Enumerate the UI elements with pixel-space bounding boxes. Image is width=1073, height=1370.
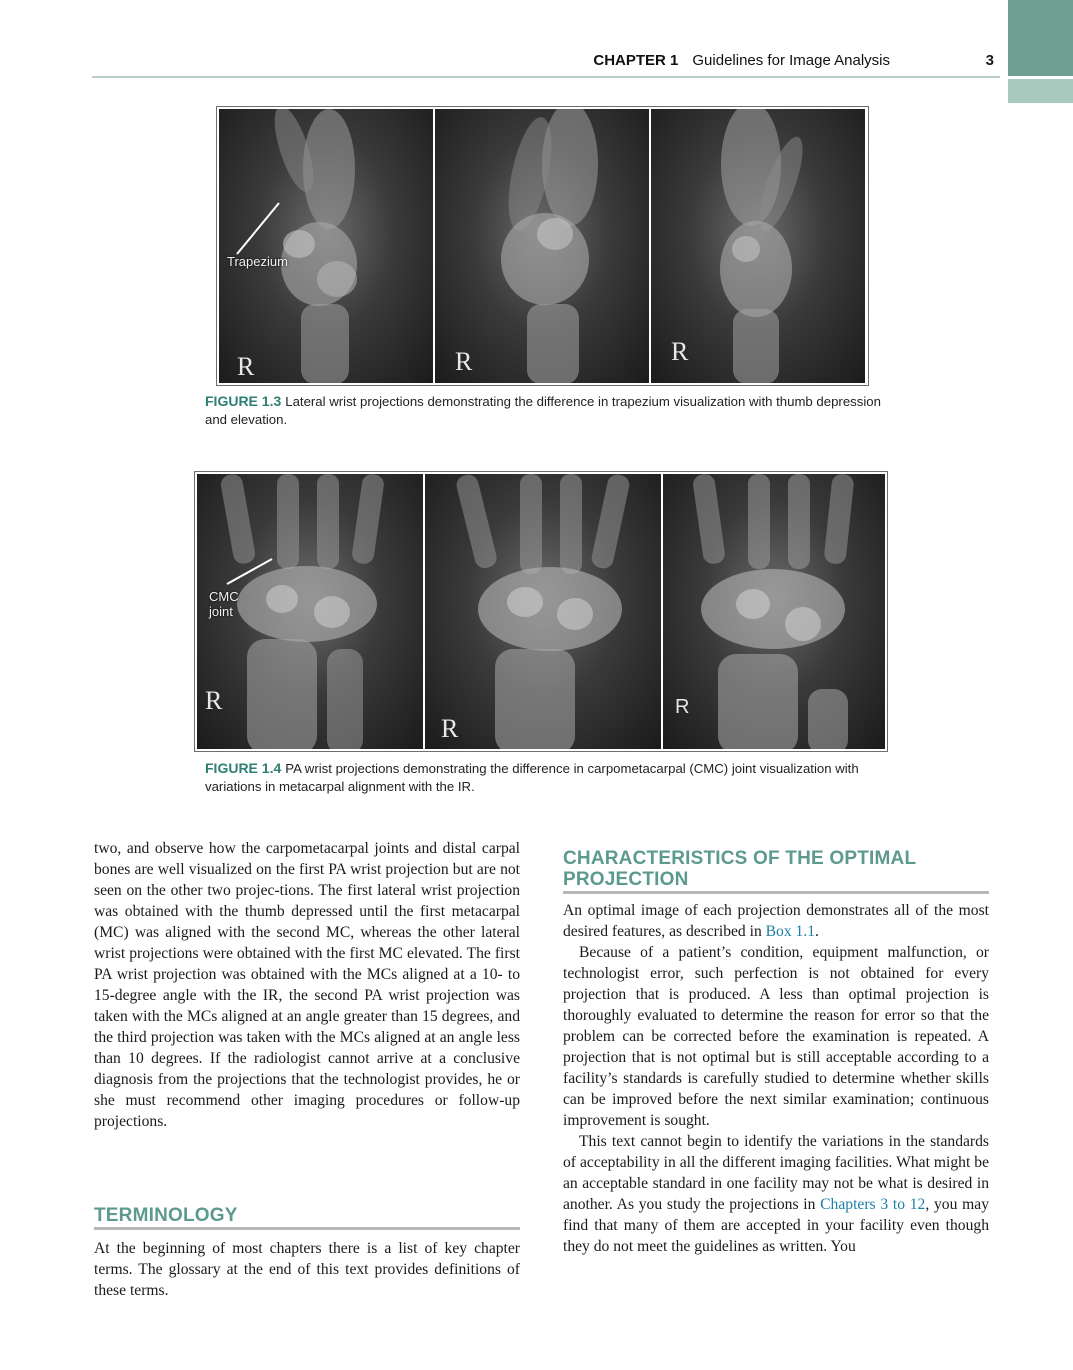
r-marker: R [441,714,459,743]
heading-line: PROJECTION [563,869,689,890]
xray-pa-1 [197,474,423,749]
chapter-label: CHAPTER 1 [593,52,679,69]
r-marker: R [671,337,689,366]
xray-pa-2 [425,474,661,749]
figure-label: FIGURE 1.3 [205,393,282,409]
text-run: . [815,923,819,940]
page-number: 3 [985,52,994,69]
body-paragraph: Because of a patient’s condition, equipment malfunction, or technologist error, such perfection is not obtained for every projection that is produced. A less than optimal projection is thoroughly evaluated to determine the reason for error so that the problem can be corrected before the examination is repeated. A projection that is not optimal but is still acceptable according to a facility’s standards is carefully studied to determine whether skills can be improved before the next similar examination; continuous improvement is sought. [563,944,989,1129]
caption-text: PA wrist projections demonstrating the difference in carpometacarpal (CMC) joint visualization with variations in metacarpal alignment with the IR. [205,761,859,794]
body-paragraph [563,900,989,942]
xray-lateral-2 [435,109,649,383]
text-run: An optimal image of each projection demonstrates all of the most desired features, as described in [563,902,989,940]
xray-pa-3 [663,474,885,749]
box-1-1-link[interactable]: Box 1.1 [765,923,816,940]
xray-lateral-1 [219,109,433,383]
r-marker: R [237,352,255,381]
figure-1-3-caption [205,392,895,429]
annotation-line: joint [209,604,233,619]
annotation-trapezium: Trapezium [227,254,288,269]
r-marker: R [205,686,223,715]
chapter-tab-light [1008,79,1073,103]
figure-1-4 [194,471,888,752]
figure-1-3 [216,106,869,386]
chapters-3-to-12-link[interactable]: Chapters 3 to 12 [820,1196,926,1213]
figure-1-4-caption [205,759,895,796]
optimal-projection-heading [563,848,993,890]
header-rule [92,76,1000,78]
r-marker: R [455,347,473,376]
terminology-body [94,1238,520,1301]
body-paragraph: At the beginning of most chapters there is a list of key chapter terms. The glossary at the end of this text provides definitions of these terms. [94,1240,520,1299]
body-paragraph: two, and observe how the carpometacarpal joints and distal carpal bones are well visualized on the first PA wrist projection but are not seen on the other two projec-tions. The first lateral wrist projection was obtained with the thumb depressed until the first metacarpal (MC) was aligned with the second MC, whereas the other lateral wrist projections were obtained with the first MC elevated. The first PA wrist projection was obtained with the MCs aligned at a 10- to 15-degree angle with the IR, the second PA wrist projection was taken with the MCs aligned at an angle greater than 15 degrees, and the third projection was taken with the MCs aligned at an angle less than 10 degrees. If the radiologist cannot arrive at a conclusive diagnosis from the projections that the technologist provides, he or she must recommend other imaging procedures or follow-up projections. [94,840,520,1130]
text-run: , you may find that many of them are accepted in your facility even though they do not meet the guidelines as written. You [563,1196,989,1255]
text-run: This text cannot begin to identify the variations in the standards of acceptability in all the different imaging facilities. What might be an acceptable standard in one facility may not be what is desired in another. As you study the projections in [563,1133,989,1213]
right-column-body [563,900,989,1257]
figure-label: FIGURE 1.4 [205,760,282,776]
section-rule [94,1227,520,1230]
body-paragraph [563,1131,989,1257]
annotation-cmc-joint [209,589,239,619]
annotation-line: CMC [209,589,239,604]
xray-lateral-3 [651,109,865,383]
running-head [560,52,890,69]
terminology-heading: TERMINOLOGY [94,1205,238,1226]
chapter-title: Guidelines for Image Analysis [692,52,890,69]
section-rule [563,891,989,894]
heading-line: CHARACTERISTICS OF THE OPTIMAL [563,848,917,869]
caption-text: Lateral wrist projections demonstrating the difference in trapezium visualization with thumb depression and elevation. [205,394,881,427]
r-marker: R [675,696,690,718]
chapter-tab-dark [1008,0,1073,76]
left-column-body [94,838,520,1132]
